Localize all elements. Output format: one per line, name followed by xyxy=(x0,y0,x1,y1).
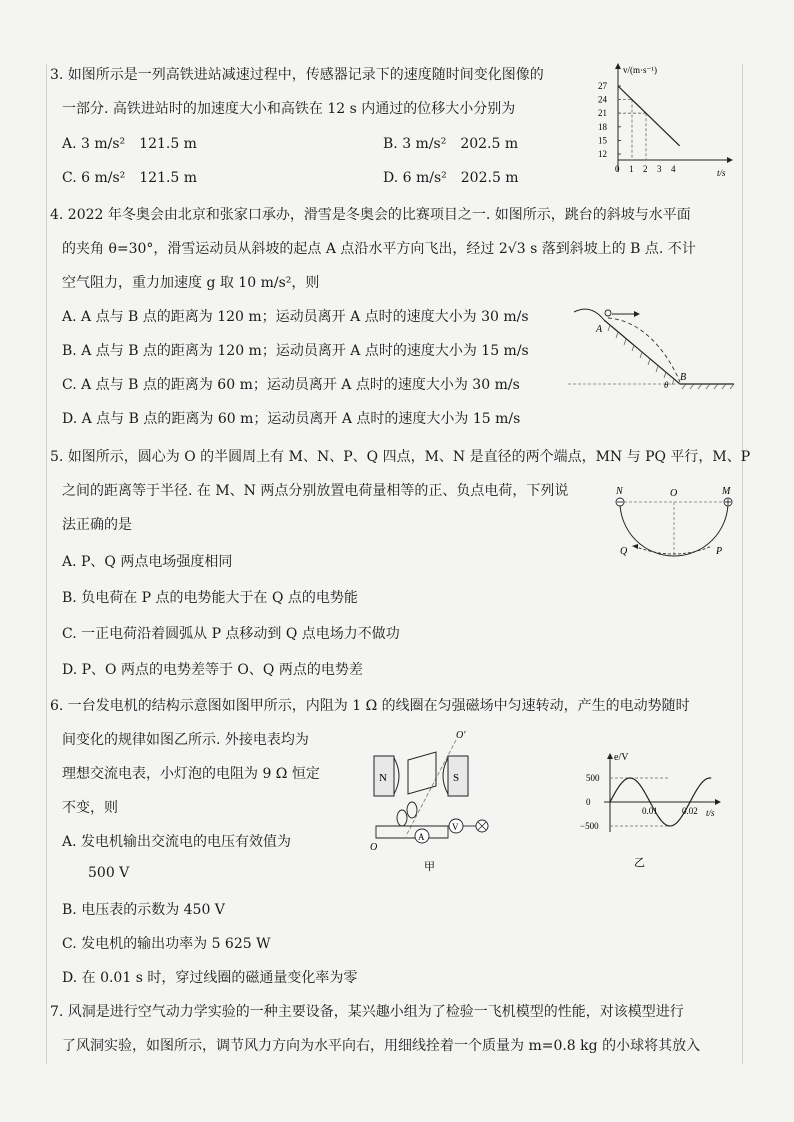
q4-arrow-head xyxy=(634,311,640,317)
coil-icon xyxy=(408,752,436,794)
q6-ammeter-label: A xyxy=(418,832,425,842)
page-right-edge xyxy=(742,64,743,1064)
q6-line2: 间变化的规律如图乙所示. 外接电表均为 xyxy=(62,732,309,748)
q6-option-c: C. 发电机的输出功率为 5 625 W xyxy=(62,936,271,952)
q6-label-o-prime: O′ xyxy=(456,730,466,741)
q3-x-label: t/s xyxy=(717,168,726,178)
q5-label-p: P xyxy=(716,546,723,557)
q3-option-b: B. 3 m/s² 202.5 m xyxy=(383,136,519,152)
q3-line2: 一部分. 高铁进站时的加速度大小和高铁在 12 s 内通过的位移大小分别为 xyxy=(62,101,516,117)
q4-trajectory xyxy=(608,318,680,382)
q4-line3: 空气阻力，重力加速度 g 取 10 m/s²，则 xyxy=(62,275,320,291)
q6-y-label: e/V xyxy=(614,752,629,763)
q3-y-tick-5: 12 xyxy=(598,149,607,159)
q6-option-a-line2: 500 V xyxy=(88,865,130,881)
q5-label-n: N xyxy=(616,486,623,497)
q6-option-d: D. 在 0.01 s 时，穿过线圈的磁通量变化率为零 xyxy=(62,970,358,986)
q5-line3: 法正确的是 xyxy=(62,517,132,533)
q4-line2: 的夹角 θ=30°，滑雪运动员从斜坡的起点 A 点沿水平方向飞出，经过 2√3 s 落到斜坡上的 B 点. 不计 xyxy=(62,241,696,257)
q6-x-label: t/s xyxy=(706,808,715,818)
slip-ring-2 xyxy=(407,802,417,818)
q5-option-b: B. 负电荷在 P 点的电势能大于在 Q 点的电势能 xyxy=(62,590,358,606)
q6-label-o: O xyxy=(370,842,378,853)
q6-line1: 6. 一台发电机的结构示意图如图甲所示，内阻为 1 Ω 的线圈在匀强磁场中匀速转动，产生的电动势随时 xyxy=(50,698,690,714)
q6-label-s: S xyxy=(453,772,460,784)
q3-option-c: C. 6 m/s² 121.5 m xyxy=(62,170,198,186)
q3-option-d: D. 6 m/s² 202.5 m xyxy=(383,170,519,186)
q6-x-tick-1: 0.02 xyxy=(682,806,698,816)
q5-label-o: O xyxy=(670,488,678,499)
q6-circuit-wire xyxy=(376,826,448,838)
q3-x-tick-3: 3 xyxy=(657,164,662,174)
q6-voltmeter-label: V xyxy=(452,822,459,832)
q3-y-tick-0: 27 xyxy=(598,81,607,91)
q4-option-c: C. A 点与 B 点的距离为 60 m；运动员离开 A 点时的速度大小为 30 m/s xyxy=(62,377,520,393)
q3-option-a: A. 3 m/s² 121.5 m xyxy=(62,136,197,152)
q4-line1: 4. 2022 年冬奥会由北京和张家口承办，滑雪是冬奥会的比赛项目之一. 如图所示，跳台的斜坡与水平面 xyxy=(50,207,691,223)
q6-x-tick-0: 0.01 xyxy=(642,806,658,816)
q3-velocity-time-chart xyxy=(590,60,738,184)
q4-takeoff-curve xyxy=(574,309,604,320)
q3-line1: 3. 如图所示是一列高铁进站减速过程中，传感器记录下的速度随时间变化图像的 xyxy=(50,67,544,83)
north-pole-face xyxy=(394,758,399,794)
q4-slope-hatching xyxy=(608,325,674,385)
q3-velocity-line xyxy=(618,86,680,146)
q5-option-c: C. 一正电荷沿着圆弧从 P 点移动到 Q 点电场力不做功 xyxy=(62,626,400,642)
q6-y-tick-2: −500 xyxy=(580,821,599,831)
slip-ring-1 xyxy=(397,810,407,826)
q5-line1: 5. 如图所示，圆心为 O 的半圆周上有 M、N、P、Q 四点，M、N 是直径的两个端点，MN 与 PQ 平行，M、P xyxy=(50,449,751,465)
q7-line2: 了风洞实验，如图所示，调节风力方向为水平向右，用细线拴着一个质量为 m=0.8 kg 的小球将其放入 xyxy=(62,1038,701,1054)
q3-x-tick-4: 4 xyxy=(671,164,676,174)
q3-x-tick-2: 2 xyxy=(643,164,648,174)
q5-arrow-head xyxy=(632,544,638,549)
q4-ski-slope-diagram xyxy=(568,300,740,400)
q3-y-tick-3: 18 xyxy=(598,121,607,132)
q5-option-a: A. P、Q 两点电场强度相同 xyxy=(62,554,233,570)
q7-line1: 7. 风洞是进行空气动力学实验的一种主要设备，某兴趣小组为了检验一飞机模型的性能，对该模型进行 xyxy=(50,1004,684,1020)
q6-generator-diagram xyxy=(364,726,504,876)
q5-line2: 之间的距离等于半径. 在 M、N 两点分别放置电荷量相等的正、负点电荷，下列说 xyxy=(62,483,569,499)
q3-y-tick-1: 24 xyxy=(598,94,607,105)
q6-line3: 理想交流电表，小灯泡的电阻为 9 Ω 恒定 xyxy=(62,766,320,782)
page-left-edge xyxy=(46,64,47,1064)
q6-y-tick-1: 0 xyxy=(586,797,591,807)
q3-y-tick-2: 21 xyxy=(598,108,607,119)
q4-option-d: D. A 点与 B 点的距离为 60 m；运动员离开 A 点时的速度大小为 15 m/s xyxy=(62,411,521,427)
q6-option-a-line1: A. 发电机输出交流电的电压有效值为 xyxy=(62,834,292,850)
q4-label-theta: θ xyxy=(664,380,669,390)
q3-x-tick-0: 0 xyxy=(615,164,620,174)
q6-option-b: B. 电压表的示数为 450 V xyxy=(62,902,225,918)
q4-label-b: B xyxy=(680,372,687,383)
q6-emf-time-chart xyxy=(574,748,730,872)
skier-icon xyxy=(605,310,611,316)
q5-chord-pq xyxy=(634,546,712,554)
q5-label-m: M xyxy=(722,486,731,497)
q4-ground-hatching xyxy=(682,384,734,389)
q6-label-n: N xyxy=(379,772,387,784)
q6-y-tick-0: 500 xyxy=(586,773,600,783)
q4-option-a: A. A 点与 B 点的距离为 120 m；运动员离开 A 点时的速度大小为 30 m/s xyxy=(62,309,529,325)
q6-caption-jia: 甲 xyxy=(424,861,435,873)
q5-option-d: D. P、O 两点的电势差等于 O、Q 两点的电势差 xyxy=(62,662,363,678)
q3-y-label: v/(m·s⁻¹) xyxy=(623,65,657,75)
q6-line4: 不变，则 xyxy=(62,800,118,816)
q4-label-a: A xyxy=(596,324,603,335)
q6-caption-yi: 乙 xyxy=(634,857,645,869)
q5-label-q: Q xyxy=(620,546,628,557)
q3-x-tick-1: 1 xyxy=(629,164,634,174)
q3-y-tick-4: 15 xyxy=(598,135,607,146)
q5-semicircle-diagram xyxy=(606,484,744,564)
q4-option-b: B. A 点与 B 点的距离为 120 m；运动员离开 A 点时的速度大小为 15 m/s xyxy=(62,343,529,359)
